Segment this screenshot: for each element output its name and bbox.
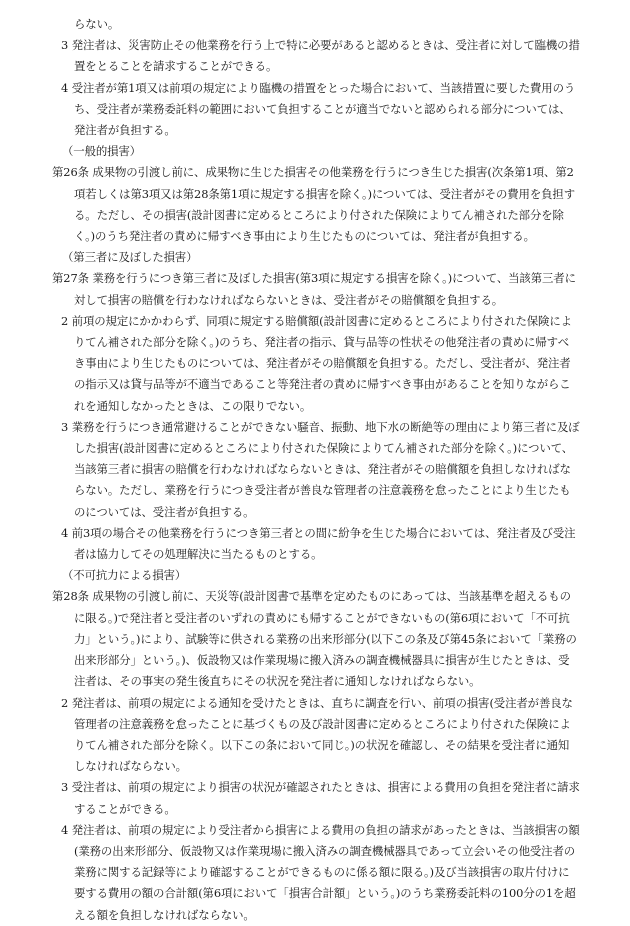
- paragraph-continuation: [52, 14, 580, 35]
- clause-number: 2: [61, 695, 69, 710]
- clause-number: 3: [61, 780, 69, 795]
- clause-text: 受注者は、前項の規定により損害の状況が確認されたときは、損害による費用の負担を発注者に請求することができる。: [71, 780, 580, 816]
- clause-item: [52, 35, 580, 77]
- article-26: [52, 162, 580, 247]
- clause-text: 発注者は、前項の規定により受注者から損害による費用の負担の請求があったときは、当該損害の額(業務の出来形部分、仮設物又は作業現場に搬入済みの調査機械器具であって立会いその他受注者の業務に関する記録等により確認することができるものに係る額に限る。)及び当該損害の取片付けに要する費用の額の合計額(第6項において「損害合計額」という。)のうち業務委託料の100分の1を超える額を負担しなければならない。: [71, 822, 580, 922]
- clause-number: 4: [61, 80, 69, 95]
- clause-text: 発注者は、災害防止その他業務を行う上で特に必要があると認めるときは、受注者に対して臨機の措置をとることを請求することができる。: [71, 38, 580, 74]
- clause-item: [52, 417, 580, 523]
- clause-text: 発注者は、前項の規定による通知を受けたときは、直ちに調査を行い、前項の損害(受注者が善良な管理者の注意義務を怠ったことに基づくもの及び設計図書に定めるところにより付された保険によりてん補された部分を除く。以下この条において同じ。)の状況を確認し、その結果を受注者に通知しなければならない。: [71, 695, 573, 774]
- section-heading: [52, 565, 580, 586]
- clause-text: 前3項の場合その他業務を行うにつき第三者との間に紛争を生じた場合においては、発注者及び受注者は協力してその処理解決に当たるものとする。: [71, 525, 576, 562]
- clause-item: [52, 777, 580, 819]
- article-28: [52, 586, 580, 692]
- clause-item: [52, 693, 580, 778]
- article-text: 業務を行うにつき第三者に及ぼした損害(第3項に規定する損害を除く。)について、当該第三者に対して損害の賠償を行わなければならないときは、受注者がその賠償額を負担する。: [74, 271, 576, 307]
- clause-number: 2: [61, 313, 69, 328]
- section-heading: [52, 141, 580, 162]
- article-27: [52, 268, 580, 310]
- heading-text: （一般的損害）: [62, 144, 142, 159]
- heading-text: （不可抗力による損害）: [62, 568, 187, 583]
- clause-text: 前項の規定にかかわらず、同項に規定する賠償額(設計図書に定めるところにより付された保険によりてん補された部分を除く。)のうち、発注者の指示、貸与品等の性状その他発注者の責めに帰すべき事由により生じたものについては、発注者がその賠償額を負担する。ただし、受注者が、発注者の指示又は貸与品等が不適当であること等発注者の責めに帰すべき事由があることを知りながらこれを通知しなかったときは、この限りでない。: [71, 313, 572, 413]
- clause-text: 業務を行うにつき通常避けることができない騒音、振動、地下水の断絶等の理由により第三者に及ぼした損害(設計図書に定めるところにより付された保険によりてん補された部分を除く。)について、当該第三者に損害の賠償を行わなければならないときは、発注者がその賠償額を負担しなければならない。ただし、業務を行うにつき受注者が善良な管理者の注意義務を怠ったことにより生じたものについては、受注者が負担する。: [71, 419, 580, 519]
- article-number: 第26条: [52, 165, 89, 180]
- paragraph-text: らない。: [74, 17, 120, 31]
- clause-number: 4: [61, 525, 69, 540]
- clause-number: 3: [61, 419, 69, 434]
- article-number: 第27条: [52, 271, 89, 286]
- article-text: 成果物の引渡し前に、天災等(設計図書で基準を定めたものにあっては、当該基準を超えるものに限る。)で発注者と受注者のいずれの責めにも帰することができないもの(第6項において「不可抗力」という。)により、試験等に供される業務の出来形部分(以下この条及び第45条において「業務の出来形部分」という。)、仮設物又は作業現場に搬入済みの調査機械器具に損害が生じたときは、受注者は、その事実の発生後直ちにその状況を発注者に通知しなければならない。: [74, 589, 577, 689]
- section-heading: [52, 247, 580, 268]
- article-text: 成果物の引渡し前に、成果物に生じた損害その他業務を行うにつき生じた損害(次条第1項、第2項若しくは第3項又は第28条第1項に規定する損害を除く。)については、受注者がその費用を負担する。ただし、その損害(設計図書に定めるところにより付された保険によりてん補された部分を除く。)のうち発注者の責めに帰すべき事由により生じたものについては、発注者が負担する。: [74, 165, 575, 244]
- article-number: 第28条: [52, 589, 89, 604]
- clause-number: 4: [61, 822, 69, 837]
- heading-text: （第三者に及ぼした損害）: [62, 250, 198, 265]
- clause-number: 3: [61, 38, 69, 53]
- clause-item: [52, 820, 580, 926]
- clause-item: [52, 523, 580, 565]
- clause-text: 受注者が第1項又は前項の規定により臨機の措置をとった場合において、当該措置に要した費用のうち、受注者が業務委託料の範囲において負担することが適当でないと認められる部分については、発注者が負担する。: [71, 80, 576, 138]
- clause-item: [52, 78, 580, 142]
- clause-item: [52, 311, 580, 417]
